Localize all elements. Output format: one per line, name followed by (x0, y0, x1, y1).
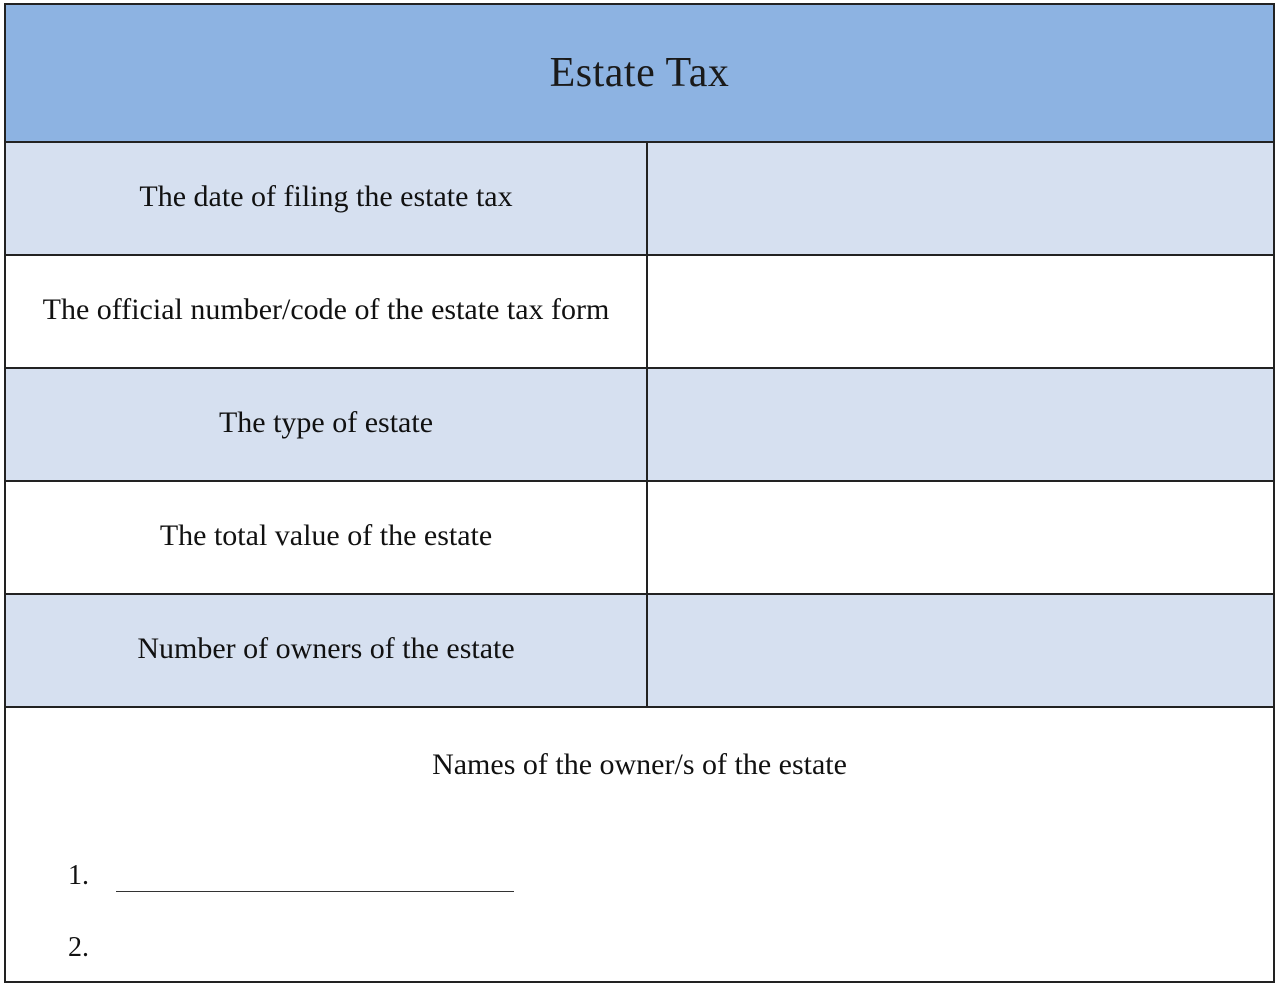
owner-number: 1. (68, 860, 89, 891)
owner-name-field[interactable] (116, 861, 514, 892)
owners-section (6, 708, 1273, 988)
owners-title: Names of the owner/s of the estate (432, 748, 847, 781)
form-header (6, 5, 1273, 143)
form-code-field[interactable] (648, 256, 1273, 367)
row-label: The total value of the estate (6, 482, 648, 593)
owner-number: 2. (68, 932, 89, 963)
row-label: The date of filing the estate tax (6, 143, 648, 254)
owner-count-field[interactable] (648, 595, 1273, 706)
row-estate-type (6, 369, 1273, 482)
row-owner-count (6, 595, 1273, 708)
owner-line-2 (68, 932, 514, 964)
estate-type-field[interactable] (648, 369, 1273, 480)
estate-tax-form (4, 3, 1275, 983)
row-label: The official number/code of the estate tax form (6, 256, 648, 367)
total-value-field[interactable] (648, 482, 1273, 593)
filing-date-field[interactable] (648, 143, 1273, 254)
row-filing-date (6, 143, 1273, 256)
row-total-value (6, 482, 1273, 595)
row-label: Number of owners of the estate (6, 595, 648, 706)
owner-line-1 (68, 860, 514, 892)
form-title: Estate Tax (549, 50, 730, 96)
owner-name-field[interactable] (116, 933, 514, 964)
row-form-code (6, 256, 1273, 369)
row-label: The type of estate (6, 369, 648, 480)
